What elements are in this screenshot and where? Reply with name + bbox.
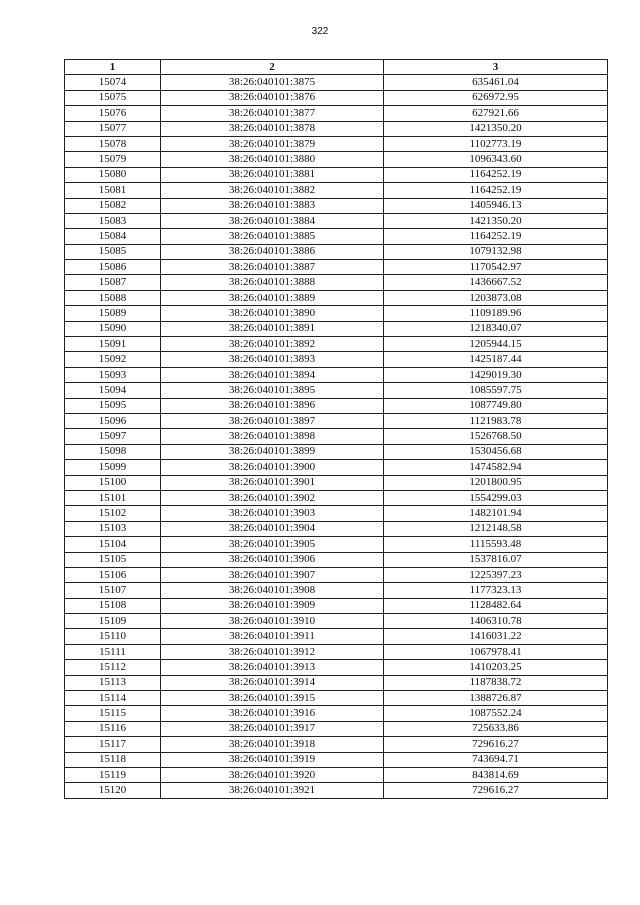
value-cell: 1530456.68 — [384, 444, 608, 459]
cadastral-number-cell: 38:26:040101:3887 — [161, 260, 384, 275]
table-header-row — [65, 60, 608, 75]
table-row — [65, 737, 608, 752]
value-cell: 725633.86 — [384, 721, 608, 736]
row-number-cell: 15104 — [65, 537, 161, 552]
table-row — [65, 152, 608, 167]
value-cell: 1085597.75 — [384, 383, 608, 398]
table-row — [65, 321, 608, 336]
cadastral-number-cell: 38:26:040101:3880 — [161, 152, 384, 167]
value-cell: 1067978.41 — [384, 644, 608, 659]
row-number-cell: 15103 — [65, 521, 161, 536]
table-row — [65, 244, 608, 259]
value-cell: 1218340.07 — [384, 321, 608, 336]
table-row — [65, 644, 608, 659]
table-row — [65, 767, 608, 782]
row-number-cell: 15084 — [65, 229, 161, 244]
cadastral-number-cell: 38:26:040101:3905 — [161, 537, 384, 552]
cadastral-number-cell: 38:26:040101:3918 — [161, 737, 384, 752]
row-number-cell: 15086 — [65, 260, 161, 275]
cadastral-number-cell: 38:26:040101:3904 — [161, 521, 384, 536]
table-row — [65, 475, 608, 490]
row-number-cell: 15088 — [65, 290, 161, 305]
cadastral-number-cell: 38:26:040101:3906 — [161, 552, 384, 567]
cadastral-number-cell: 38:26:040101:3919 — [161, 752, 384, 767]
cadastral-number-cell: 38:26:040101:3879 — [161, 136, 384, 151]
table-row — [65, 106, 608, 121]
value-cell: 743694.71 — [384, 752, 608, 767]
cadastral-number-cell: 38:26:040101:3891 — [161, 321, 384, 336]
value-cell: 1474582.94 — [384, 460, 608, 475]
table-row — [65, 460, 608, 475]
value-cell: 1087749.80 — [384, 398, 608, 413]
row-number-cell: 15112 — [65, 660, 161, 675]
row-number-cell: 15093 — [65, 367, 161, 382]
table-row — [65, 752, 608, 767]
column-header-3: 3 — [384, 60, 608, 75]
cadastral-number-cell: 38:26:040101:3881 — [161, 167, 384, 182]
value-cell: 1201800.95 — [384, 475, 608, 490]
cadastral-number-cell: 38:26:040101:3903 — [161, 506, 384, 521]
value-cell: 1406310.78 — [384, 614, 608, 629]
row-number-cell: 15100 — [65, 475, 161, 490]
row-number-cell: 15097 — [65, 429, 161, 444]
cadastral-number-cell: 38:26:040101:3914 — [161, 675, 384, 690]
value-cell: 1109189.96 — [384, 306, 608, 321]
row-number-cell: 15106 — [65, 567, 161, 582]
cadastral-number-cell: 38:26:040101:3875 — [161, 75, 384, 90]
table-row — [65, 337, 608, 352]
cadastral-number-cell: 38:26:040101:3907 — [161, 567, 384, 582]
cadastral-number-cell: 38:26:040101:3912 — [161, 644, 384, 659]
cadastral-number-cell: 38:26:040101:3911 — [161, 629, 384, 644]
row-number-cell: 15081 — [65, 183, 161, 198]
cadastral-number-cell: 38:26:040101:3908 — [161, 583, 384, 598]
value-cell: 1554299.03 — [384, 490, 608, 505]
table-row — [65, 352, 608, 367]
table-row — [65, 275, 608, 290]
row-number-cell: 15119 — [65, 767, 161, 782]
value-cell: 1203873.08 — [384, 290, 608, 305]
table-row — [65, 583, 608, 598]
row-number-cell: 15108 — [65, 598, 161, 613]
table-row — [65, 506, 608, 521]
table-body — [65, 75, 608, 798]
table-row — [65, 198, 608, 213]
table-row — [65, 629, 608, 644]
cadastral-number-cell: 38:26:040101:3890 — [161, 306, 384, 321]
row-number-cell: 15107 — [65, 583, 161, 598]
value-cell: 1482101.94 — [384, 506, 608, 521]
value-cell: 1225397.23 — [384, 567, 608, 582]
table-row — [65, 183, 608, 198]
value-cell: 1416031.22 — [384, 629, 608, 644]
cadastral-number-cell: 38:26:040101:3917 — [161, 721, 384, 736]
table-row — [65, 567, 608, 582]
table-row — [65, 444, 608, 459]
table-row — [65, 383, 608, 398]
value-cell: 1425187.44 — [384, 352, 608, 367]
row-number-cell: 15085 — [65, 244, 161, 259]
value-cell: 1205944.15 — [384, 337, 608, 352]
column-header-2: 2 — [161, 60, 384, 75]
value-cell: 843814.69 — [384, 767, 608, 782]
table-row — [65, 490, 608, 505]
cadastral-number-cell: 38:26:040101:3892 — [161, 337, 384, 352]
row-number-cell: 15105 — [65, 552, 161, 567]
row-number-cell: 15075 — [65, 90, 161, 105]
table-row — [65, 121, 608, 136]
value-cell: 1405946.13 — [384, 198, 608, 213]
cadastral-number-cell: 38:26:040101:3889 — [161, 290, 384, 305]
table-row — [65, 614, 608, 629]
cadastral-number-cell: 38:26:040101:3884 — [161, 213, 384, 228]
value-cell: 1079132.98 — [384, 244, 608, 259]
value-cell: 729616.27 — [384, 783, 608, 798]
cadastral-number-cell: 38:26:040101:3920 — [161, 767, 384, 782]
table-row — [65, 660, 608, 675]
table-row — [65, 691, 608, 706]
page-number: 322 — [311, 26, 329, 37]
row-number-cell: 15109 — [65, 614, 161, 629]
value-cell: 1164252.19 — [384, 167, 608, 182]
value-cell: 1421350.20 — [384, 121, 608, 136]
cadastral-number-cell: 38:26:040101:3896 — [161, 398, 384, 413]
row-number-cell: 15114 — [65, 691, 161, 706]
value-cell: 635461.04 — [384, 75, 608, 90]
row-number-cell: 15102 — [65, 506, 161, 521]
cadastral-number-cell: 38:26:040101:3898 — [161, 429, 384, 444]
row-number-cell: 15115 — [65, 706, 161, 721]
cadastral-number-cell: 38:26:040101:3913 — [161, 660, 384, 675]
table-row — [65, 398, 608, 413]
value-cell: 1212148.58 — [384, 521, 608, 536]
table-row — [65, 675, 608, 690]
cadastral-number-cell: 38:26:040101:3899 — [161, 444, 384, 459]
row-number-cell: 15101 — [65, 490, 161, 505]
value-cell: 1121983.78 — [384, 413, 608, 428]
table-row — [65, 229, 608, 244]
row-number-cell: 15116 — [65, 721, 161, 736]
table-row — [65, 260, 608, 275]
row-number-cell: 15118 — [65, 752, 161, 767]
value-cell: 1115593.48 — [384, 537, 608, 552]
row-number-cell: 15095 — [65, 398, 161, 413]
table-row — [65, 552, 608, 567]
row-number-cell: 15077 — [65, 121, 161, 136]
value-cell: 1164252.19 — [384, 229, 608, 244]
table-row — [65, 367, 608, 382]
data-table — [64, 59, 608, 799]
cadastral-number-cell: 38:26:040101:3897 — [161, 413, 384, 428]
row-number-cell: 15094 — [65, 383, 161, 398]
cadastral-number-cell: 38:26:040101:3883 — [161, 198, 384, 213]
row-number-cell: 15120 — [65, 783, 161, 798]
value-cell: 1410203.25 — [384, 660, 608, 675]
row-number-cell: 15087 — [65, 275, 161, 290]
row-number-cell: 15076 — [65, 106, 161, 121]
cadastral-number-cell: 38:26:040101:3888 — [161, 275, 384, 290]
table-row — [65, 783, 608, 798]
value-cell: 1170542.97 — [384, 260, 608, 275]
table-row — [65, 413, 608, 428]
value-cell: 1429019.30 — [384, 367, 608, 382]
value-cell: 1128482.64 — [384, 598, 608, 613]
value-cell: 729616.27 — [384, 737, 608, 752]
row-number-cell: 15083 — [65, 213, 161, 228]
cadastral-number-cell: 38:26:040101:3921 — [161, 783, 384, 798]
cadastral-number-cell: 38:26:040101:3885 — [161, 229, 384, 244]
value-cell: 1102773.19 — [384, 136, 608, 151]
value-cell: 1096343.60 — [384, 152, 608, 167]
table-row — [65, 213, 608, 228]
table-row — [65, 75, 608, 90]
cadastral-number-cell: 38:26:040101:3909 — [161, 598, 384, 613]
cadastral-number-cell: 38:26:040101:3893 — [161, 352, 384, 367]
row-number-cell: 15090 — [65, 321, 161, 336]
row-number-cell: 15111 — [65, 644, 161, 659]
row-number-cell: 15091 — [65, 337, 161, 352]
value-cell: 1087552.24 — [384, 706, 608, 721]
value-cell: 1388726.87 — [384, 691, 608, 706]
cadastral-number-cell: 38:26:040101:3902 — [161, 490, 384, 505]
value-cell: 1421350.20 — [384, 213, 608, 228]
cadastral-number-cell: 38:26:040101:3876 — [161, 90, 384, 105]
table-row — [65, 721, 608, 736]
cadastral-number-cell: 38:26:040101:3916 — [161, 706, 384, 721]
row-number-cell: 15074 — [65, 75, 161, 90]
row-number-cell: 15117 — [65, 737, 161, 752]
value-cell: 1537816.07 — [384, 552, 608, 567]
table-row — [65, 706, 608, 721]
value-cell: 1164252.19 — [384, 183, 608, 198]
table-row — [65, 306, 608, 321]
row-number-cell: 15113 — [65, 675, 161, 690]
cadastral-number-cell: 38:26:040101:3910 — [161, 614, 384, 629]
cadastral-number-cell: 38:26:040101:3886 — [161, 244, 384, 259]
row-number-cell: 15098 — [65, 444, 161, 459]
table-row — [65, 136, 608, 151]
value-cell: 627921.66 — [384, 106, 608, 121]
row-number-cell: 15092 — [65, 352, 161, 367]
row-number-cell: 15082 — [65, 198, 161, 213]
row-number-cell: 15079 — [65, 152, 161, 167]
table-row — [65, 521, 608, 536]
table-row — [65, 429, 608, 444]
row-number-cell: 15089 — [65, 306, 161, 321]
row-number-cell: 15096 — [65, 413, 161, 428]
value-cell: 1187838.72 — [384, 675, 608, 690]
value-cell: 1526768.50 — [384, 429, 608, 444]
cadastral-number-cell: 38:26:040101:3882 — [161, 183, 384, 198]
table-row — [65, 167, 608, 182]
row-number-cell: 15110 — [65, 629, 161, 644]
cadastral-number-cell: 38:26:040101:3900 — [161, 460, 384, 475]
value-cell: 1436667.52 — [384, 275, 608, 290]
row-number-cell: 15099 — [65, 460, 161, 475]
row-number-cell: 15080 — [65, 167, 161, 182]
table-row — [65, 598, 608, 613]
table-row — [65, 290, 608, 305]
cadastral-number-cell: 38:26:040101:3877 — [161, 106, 384, 121]
cadastral-number-cell: 38:26:040101:3895 — [161, 383, 384, 398]
table-row — [65, 90, 608, 105]
cadastral-number-cell: 38:26:040101:3894 — [161, 367, 384, 382]
row-number-cell: 15078 — [65, 136, 161, 151]
value-cell: 626972.95 — [384, 90, 608, 105]
cadastral-number-cell: 38:26:040101:3915 — [161, 691, 384, 706]
column-header-1: 1 — [65, 60, 161, 75]
cadastral-number-cell: 38:26:040101:3878 — [161, 121, 384, 136]
value-cell: 1177323.13 — [384, 583, 608, 598]
table-row — [65, 537, 608, 552]
cadastral-number-cell: 38:26:040101:3901 — [161, 475, 384, 490]
